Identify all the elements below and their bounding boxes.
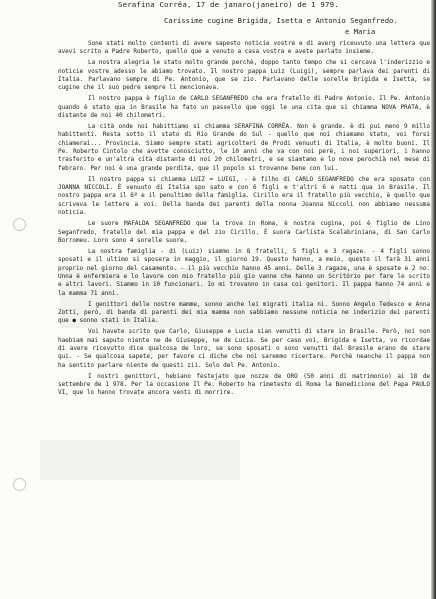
body-paragraph: La nostra alegria le stato molto grande perchè, doppo tanto tempo che si cercava l'inderizzio e noticie vostre adesso le abiamo trovato. Il nostro pappa Luiz (Luigi), sempre parlava dei parenti di Italia. Parlavano sempre di Pe. Antonio, que se zio. Parlavano delle sorelle Brigida e Isetta, se cugine che il suo pedre sempre li mencionava. — [58, 59, 430, 92]
salutation-line: e Maria — [345, 27, 376, 36]
letter-dateline: Serafina Corrêa, 17 de janaro(janeiro) de 1 979. — [118, 0, 339, 9]
body-paragraph: Le suore MAFALDA SEGANFREDO que la trova in Roma, è nostra cugina, poi è figlio de Lino Seganfredo, fratello del mia pappa e del zio Cirillo. È suora Carlista Scalabriniana, di San Carlo Borromeu. Loro sono 4 sorelle suore. — [58, 220, 430, 244]
body-paragraph: I genittori delle nostre mamme, sonno anche lei migrati italia ni. Sonno Angelo Tedesco e Anna Zotti, però, di banda di parenti dei mia mamma non sabbiamo nessune noticia ne inderizio dei parenti que ● sonno stati in Italia. — [58, 300, 430, 325]
body-paragraph: Il nostro pappa è figlio de CARLO SEGANFREDO che era fratello di Padre Antonio. Il Pe. Antonio quando è stato qua in Brasile ha fato un passello que oggi le una cita que si chiamma NOVA PRATA, è distante de noi 40 chilometri. — [58, 95, 430, 120]
letter-body — [58, 40, 430, 399]
body-paragraph: Il nostro pappa si chiamma LUIZ = LUIGI, - è filho di CARLO SEGANFREDO che era sposato con JOANNA NICCOLI. È venuuto di Italia spo sato e con 6 figli e t'altri 6 e natti qua in Brasile. Il nostro pappa era il 6º e il penultimo della famiglia. Cirillo era il fratello più vecchio, è quello que scriveva le lettere a voi. Della banda dei parenti della nonna Joanna Niccoli non abbiamo nessuma noticia. — [58, 175, 430, 217]
punch-hole — [13, 478, 26, 491]
body-paragraph: I nostri genittori, hebiano festejato que nozze de ORO (50 anni di matrimonio) ai 18 de settembre de 1 978. Per la occasione Il Pe. Roberto ha rimetesto di Roma la Benedicione del Papa PAULO VI, que lo hanno trovate ancora venti di morrire. — [58, 372, 430, 397]
body-paragraph: Voi havete scrito que Carlo, Giuseppe e Lucia sian venutti di stare in Brasile. Però, noi non haebiam mai saputo niente ne de Giuseppe, ne de Lucia. Se per caso voi, Brigida e Isetta, vo ricordae di avere ricevutto dice qualcosa de loro, se sono sposati o sono venutti dal Brasile erano de stare qui. - Se qualcosa sapete, per favore ci diche che noi saremmo ricertare. Perchè neanche il pappa non ha sentito parlare niente de questi zii. Solo del Pe. Antonio. — [58, 328, 430, 369]
punch-hole — [13, 218, 26, 231]
scan-edge-shadow — [431, 0, 436, 599]
body-paragraph: La cità onde noi habittiamo si chiamma SERAFINA CORRÊA. Non è grande. è di pui meno 9 millo habittenti. Resta sotto il stato di Rio Grande do Sul - quello que noi chiamamo stato, voi forsi chiamerai... Provincia. Siamo sempre stati agricolteri de Prodi venuuti di Italia, è molto buoni. Il Pe. Roberto Cintolo che avette conosciutto, le 10 anni che va con noi perè, i noi superiori, i hanno trasferito e un'altra cità distante di noi 20 chilometri, e se siamtamo e lo nove perochià nel mese di febraro. Per noi è una grande perdita, que il popolo si trovanne bene con lui. — [58, 123, 430, 172]
paper-stain — [40, 440, 240, 480]
body-paragraph: Sone stati molto contenti di avere sapesto noticie vostre e di averg riceuvuto una lettera que avevi scrito a Padre Roberto, quello que a venuto a casa vostra e avete parlato insieme. — [58, 40, 430, 56]
body-paragraph: La nostra famiglia - di (Luiz) siammo in 8 fratelli, 5 figli e 3 ragaze. - 4 figli sonno sposati e il ultimo si sposera in maggio, il giorno 19. Questo hanno, a meio, questo il farà 31 anni proprio nel giorno del casamento. - il più vecchio hanno 45 anni. Delle 3 ragaze, una è sposate e 2 no. Unna è enfermiera e lo lavore con mio fratello più gio vanne che hanno un Scritório per fare le scrito e altri lavori. Siammo in 10 funcionari. Io mi trovanno in casa coi genitori. Il pappa hanno 74 anni e la mamma 71 anni. — [58, 247, 430, 297]
salutation-line: Carissime cugine Brigida, Isetta e Antonio Seganfredo. — [164, 16, 398, 25]
